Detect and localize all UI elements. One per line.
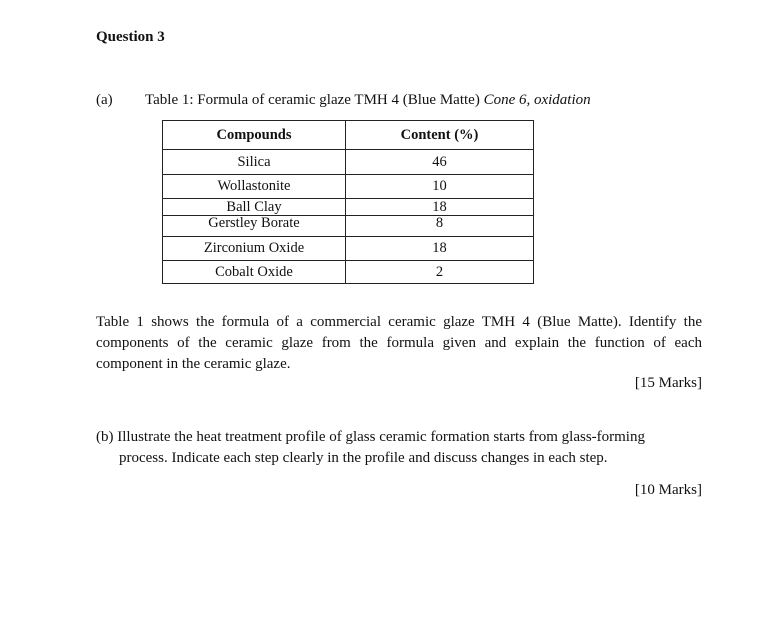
table-caption-italic: Cone 6, oxidation <box>483 92 591 108</box>
table-row <box>163 261 534 284</box>
compound-cell: Zirconium Oxide <box>163 237 346 261</box>
table-row <box>163 175 534 199</box>
table-row <box>163 216 534 237</box>
part-b-question-text <box>96 427 696 469</box>
table-caption <box>145 92 591 109</box>
content-cell: 2 <box>346 261 534 284</box>
header-compounds: Compounds <box>163 121 346 150</box>
table-row <box>163 199 534 216</box>
table-row <box>163 237 534 261</box>
content-cell: 46 <box>346 150 534 175</box>
part-a-marks: [15 Marks] <box>634 375 702 391</box>
part-a-question-text: Table 1 shows the formula of a commercial ceramic glaze TMH 4 (Blue Matte). Identify the components of the ceramic glaze from the formula given and explain the function of each component in the ceramic glaze. <box>96 314 702 372</box>
glaze-formula-table <box>162 120 534 284</box>
table-caption-text: Table 1: Formula of ceramic glaze TMH 4 (Blue Matte) <box>145 92 484 108</box>
table-header-row <box>163 121 534 150</box>
part-b-line-1: (b) Illustrate the heat treatment profile of glass ceramic formation starts from glass-forming <box>96 429 645 445</box>
compound-cell: Cobalt Oxide <box>163 261 346 284</box>
content-cell: 10 <box>346 175 534 199</box>
compound-cell: Silica <box>163 150 346 175</box>
header-content: Content (%) <box>346 121 534 150</box>
content-cell: 8 <box>346 216 534 237</box>
part-a-label: (a) <box>96 92 113 108</box>
compound-cell: Ball Clay <box>163 199 346 216</box>
compound-cell: Wollastonite <box>163 175 346 199</box>
question-heading: Question 3 <box>96 29 165 45</box>
content-cell: 18 <box>346 237 534 261</box>
part-b-line-2: process. Indicate each step clearly in the profile and discuss changes in each step. <box>119 450 608 466</box>
part-b-marks: [10 Marks] <box>634 482 702 498</box>
compound-cell: Gerstley Borate <box>163 216 346 237</box>
table-row <box>163 150 534 175</box>
content-cell: 18 <box>346 199 534 216</box>
